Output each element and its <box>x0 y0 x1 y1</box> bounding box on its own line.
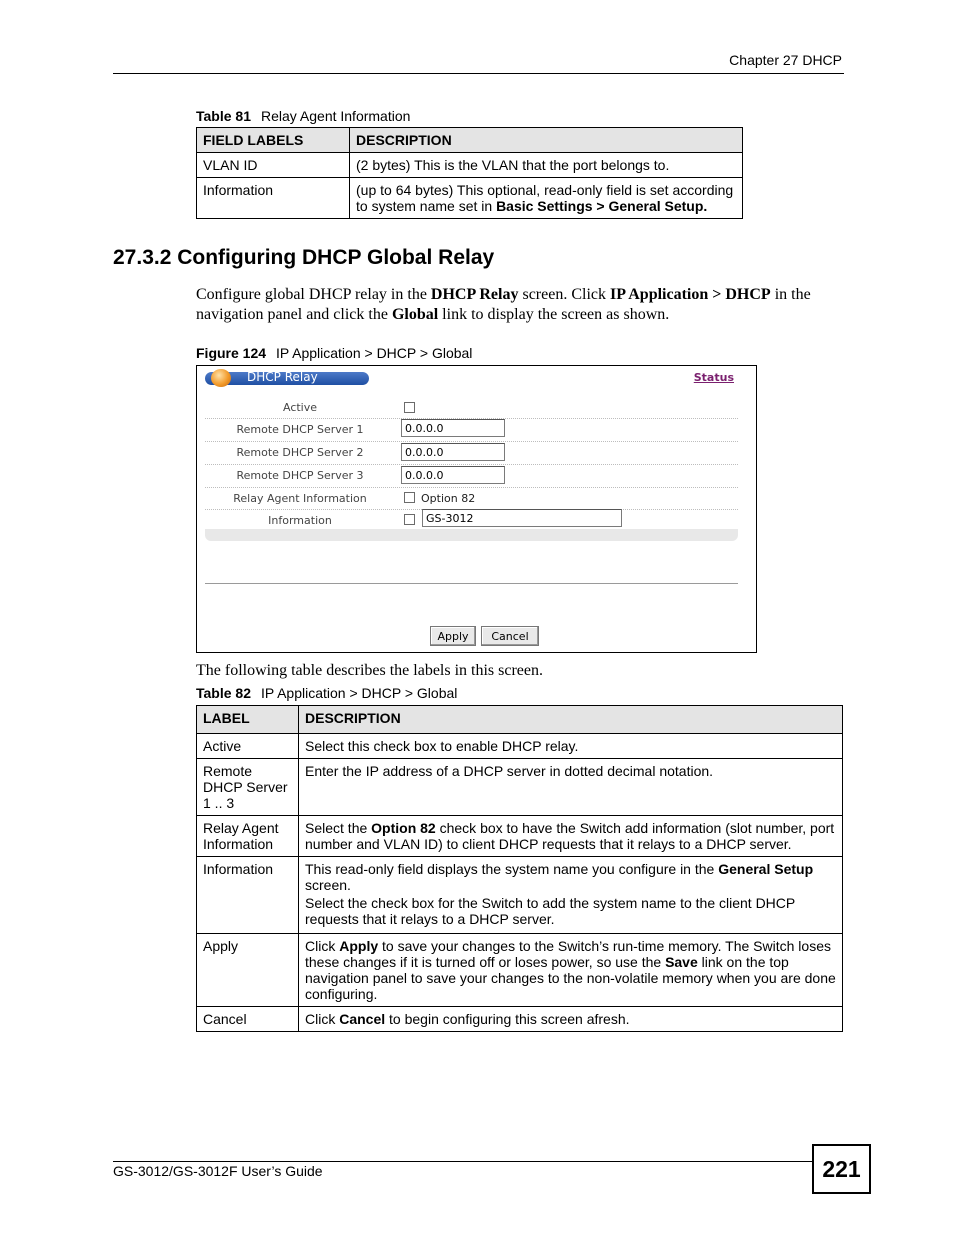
server1-label: Remote DHCP Server 1 <box>236 423 364 436</box>
intro-text: in the navigation panel and click the <box>196 286 811 323</box>
table-row <box>197 857 843 934</box>
cell-text: to begin configuring this screen afresh. <box>385 1011 630 1027</box>
server3-label: Remote DHCP Server 3 <box>236 469 364 482</box>
table-cell-label: VLAN ID <box>197 153 350 178</box>
figure124-caption-title: IP Application > DHCP > Global <box>276 345 473 361</box>
option82-label: Option 82 <box>421 492 476 505</box>
table-cell-description: Select this check box to enable DHCP relay. <box>299 734 843 759</box>
table-row <box>197 734 843 759</box>
table-row <box>197 178 743 219</box>
page-number: 221 <box>812 1144 871 1194</box>
intro-bold: Global <box>391 306 439 323</box>
chapter-header: Chapter 27 DHCP <box>729 52 842 68</box>
active-label: Active <box>282 401 318 414</box>
panel-title: DHCP Relay <box>247 370 318 384</box>
cell-text: to save your changes to the Switch’s run-time memory. The Switch loses these changes if it is turned off or loses power, so use the <box>305 938 831 970</box>
information-checkbox[interactable] <box>404 514 415 525</box>
table-row <box>197 1007 843 1032</box>
panel-bottom-strip <box>205 529 738 541</box>
cell-text: link on the top navigation panel to save your changes to the non-volatile memory when you are done configuring. <box>305 954 836 1002</box>
cell-bold-text: Basic Settings > General Setup. <box>496 198 708 214</box>
table-cell-label: Cancel <box>197 1007 299 1032</box>
table-cell-description <box>299 934 843 1007</box>
table-header-row <box>197 128 743 153</box>
following-text: The following table describes the labels in this screen. <box>196 662 544 679</box>
table-cell-label: Apply <box>197 934 299 1007</box>
table-81 <box>196 127 743 219</box>
section-heading: 27.3.2 Configuring DHCP Global Relay <box>113 246 495 269</box>
table-82 <box>196 705 843 1032</box>
server1-input[interactable]: 0.0.0.0 <box>401 419 505 437</box>
server2-row <box>205 441 738 465</box>
cell-bold-text: General Setup <box>718 861 814 877</box>
table81-caption-title: Relay Agent Information <box>261 108 411 124</box>
cell-text: check box to have the Switch add information (slot number, port number and VLAN ID) to client DHCP requests that it relays to a DHCP server. <box>305 820 835 852</box>
server3-row <box>205 464 738 488</box>
intro-bold: IP Application > DHCP <box>610 286 771 303</box>
table82-caption-title: IP Application > DHCP > Global <box>261 685 458 701</box>
footer-rule <box>113 1161 813 1162</box>
cell-bold-text: Option 82 <box>371 820 436 836</box>
column-header: DESCRIPTION <box>299 706 843 734</box>
table-row <box>197 759 843 816</box>
table-cell-description <box>299 857 843 934</box>
server1-row <box>205 418 738 442</box>
table82-caption-number: Table 82 <box>196 685 251 701</box>
table-header-row <box>197 706 843 734</box>
column-header: LABEL <box>197 706 299 734</box>
table-row <box>197 153 743 178</box>
relay-row <box>205 487 738 510</box>
footer-guide-title: GS-3012/GS-3012F User’s Guide <box>113 1163 323 1179</box>
table-cell-label: Relay Agent Information <box>197 816 299 857</box>
server3-input[interactable]: 0.0.0.0 <box>401 466 505 484</box>
intro-text: link to display the screen as shown. <box>438 306 670 323</box>
figure-screenshot <box>196 365 757 653</box>
orb-icon <box>211 369 231 387</box>
table81-caption-number: Table 81 <box>196 108 251 124</box>
active-row <box>205 396 738 419</box>
table-cell-description <box>350 178 743 219</box>
table-cell-label: Remote DHCP Server 1 .. 3 <box>197 759 299 816</box>
cell-bold-text: Save <box>665 954 698 970</box>
cell-text: Click <box>305 1011 340 1027</box>
status-link[interactable]: Status <box>693 371 734 384</box>
table-cell-description: Enter the IP address of a DHCP server in dotted decimal notation. <box>299 759 843 816</box>
table-cell-description <box>299 816 843 857</box>
relay-label: Relay Agent Information <box>233 492 367 505</box>
intro-paragraph <box>196 285 844 325</box>
table-cell-label: Active <box>197 734 299 759</box>
table-cell-label: Information <box>197 857 299 934</box>
figure124-caption <box>196 345 472 361</box>
active-checkbox[interactable] <box>404 402 415 413</box>
intro-bold: DHCP Relay <box>430 286 519 303</box>
cell-text: Click <box>305 938 340 954</box>
table-row <box>197 816 843 857</box>
table-cell-description <box>299 1007 843 1032</box>
information-row <box>205 509 738 531</box>
column-header: FIELD LABELS <box>197 128 350 153</box>
table-row <box>197 934 843 1007</box>
table81-caption <box>196 108 410 124</box>
intro-text: Configure global DHCP relay in the <box>196 286 431 303</box>
information-input: GS-3012 <box>422 509 622 527</box>
server2-label: Remote DHCP Server 2 <box>236 446 364 459</box>
cell-paragraph <box>305 861 836 893</box>
cancel-button[interactable]: Cancel <box>481 626 539 646</box>
intro-text: screen. Click <box>518 286 610 303</box>
information-label: Information <box>268 514 332 527</box>
column-header: DESCRIPTION <box>350 128 743 153</box>
figure-divider <box>205 583 738 584</box>
cell-paragraph: Select the check box for the Switch to add the system name to the client DHCP requests that it relays to a DHCP server. <box>305 895 795 927</box>
cell-text: (up to 64 bytes) This optional, read-only field is set according to system name set in <box>356 182 734 214</box>
cell-text: This read-only field displays the system name you configure in the <box>305 861 719 877</box>
cell-text: screen. <box>305 877 351 893</box>
header-rule <box>113 73 844 74</box>
table82-caption <box>196 685 457 701</box>
cell-bold-text: Cancel <box>339 1011 386 1027</box>
table-cell-description: (2 bytes) This is the VLAN that the port belongs to. <box>350 153 743 178</box>
figure124-caption-number: Figure 124 <box>196 345 267 361</box>
apply-button[interactable]: Apply <box>430 626 476 646</box>
cell-bold-text: Apply <box>339 938 379 954</box>
server2-input[interactable]: 0.0.0.0 <box>401 443 505 461</box>
table-cell-label: Information <box>197 178 350 219</box>
option82-checkbox[interactable] <box>404 492 415 503</box>
cell-text: Select the <box>305 820 372 836</box>
